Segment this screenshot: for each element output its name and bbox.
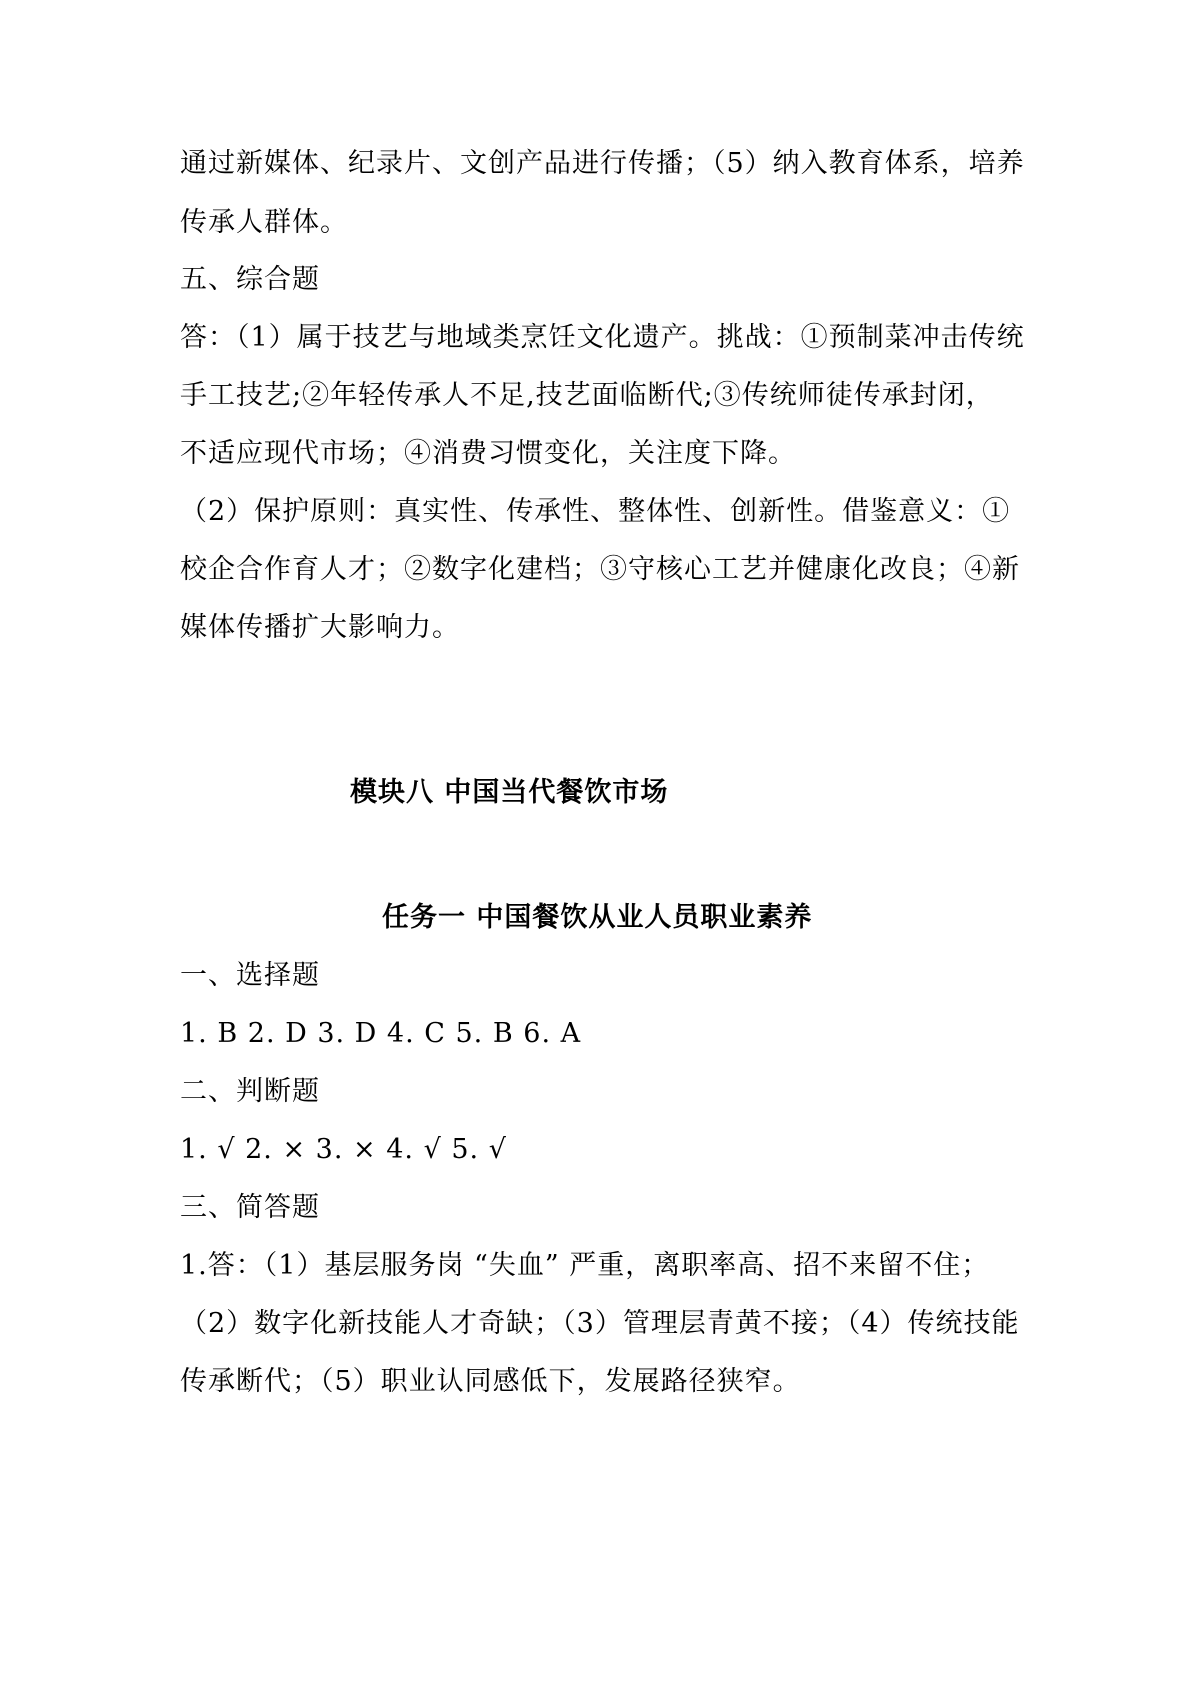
task-title: 任务一 中国餐饮从业人员职业素养 <box>382 902 813 933</box>
section-title-short-answer: 三、简答题 <box>180 1192 320 1223</box>
choice-answers: 1. B 2. D 3. D 4. C 5. B 6. A <box>180 1018 582 1049</box>
answer-2-line-2: 校企合作育人才；②数字化建档；③守核心工艺并健康化改良；④新 <box>180 554 1020 585</box>
module-title: 模块八 中国当代餐饮市场 <box>350 777 669 808</box>
short-answer-line-1: 1.答：（1）基层服务岗 “失血” 严重，离职率高、招不来留不住； <box>180 1250 990 1281</box>
answer-1-line-3: 不适应现代市场；④消费习惯变化，关注度下降。 <box>180 438 796 469</box>
section-title-judge: 二、判断题 <box>180 1076 320 1107</box>
intro-line-1: 通过新媒体、纪录片、文创产品进行传播；（5）纳入教育体系，培养 <box>180 148 1025 179</box>
judge-answers: 1. √ 2. × 3. × 4. √ 5. √ <box>180 1134 507 1165</box>
short-answer-line-3: 传承断代；（5）职业认同感低下，发展路径狭窄。 <box>180 1366 801 1397</box>
answer-2-line-3: 媒体传播扩大影响力。 <box>180 612 460 643</box>
short-answer-line-2: （2）数字化新技能人才奇缺；（3）管理层青黄不接；（4）传统技能 <box>180 1308 1020 1339</box>
answer-2-line-1: （2）保护原则：真实性、传承性、整体性、创新性。借鉴意义：① <box>180 496 1011 527</box>
section-title-choice: 一、选择题 <box>180 960 320 991</box>
answer-1-line-1: 答：（1）属于技艺与地域类烹饪文化遗产。挑战：①预制菜冲击传统 <box>180 322 1025 353</box>
intro-line-2: 传承人群体。 <box>180 207 348 238</box>
answer-1-line-2: 手工技艺;②年轻传承人不足,技艺面临断代;③传统师徒传承封闭， <box>180 380 994 411</box>
section-title-comprehensive: 五、综合题 <box>180 264 320 295</box>
